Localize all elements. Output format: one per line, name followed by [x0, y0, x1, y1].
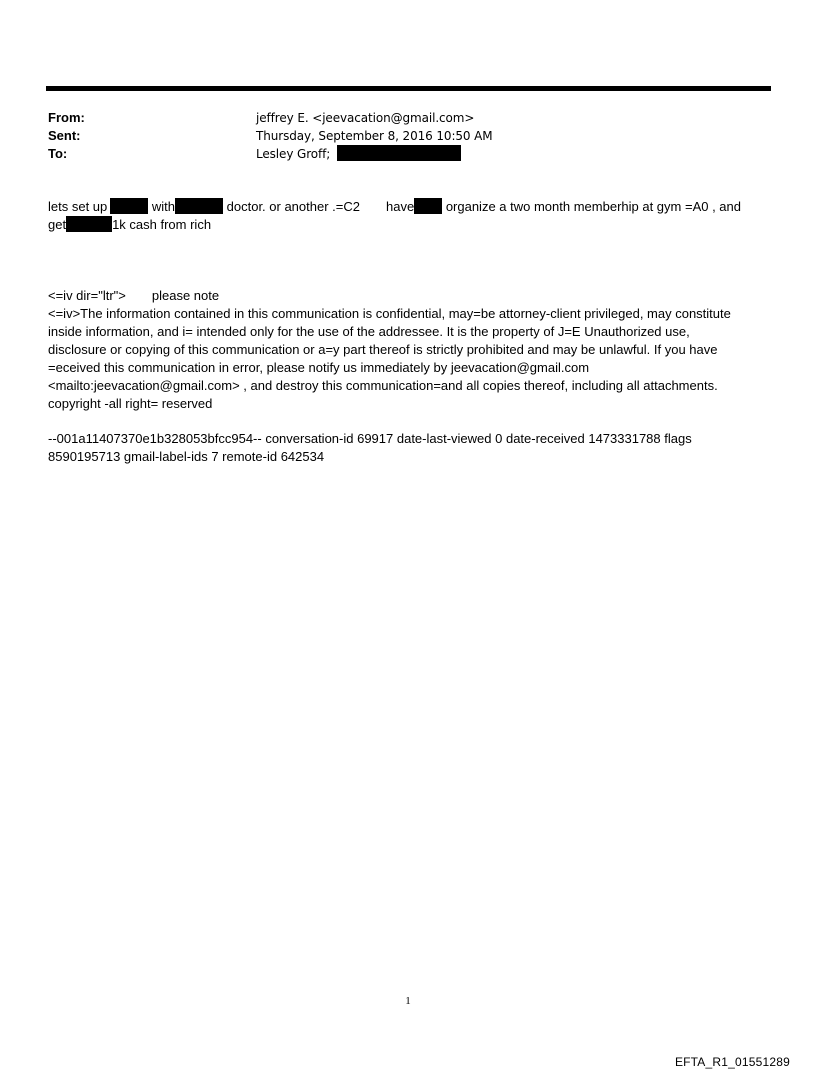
- disclaimer-text: please note: [151, 288, 220, 303]
- message-line-2: [48, 216, 772, 234]
- redaction-box: [337, 145, 461, 161]
- message-text: 1k cash from rich: [112, 217, 212, 232]
- message-body: [48, 198, 772, 234]
- message-text: doctor. or another .=C2: [226, 199, 360, 214]
- to-value: Lesley Groff;: [256, 147, 331, 161]
- sent-row: [48, 127, 768, 145]
- redaction-box: [110, 198, 148, 214]
- metadata-block: [48, 430, 772, 466]
- disclaimer-line: disclosure or copying of this communication or a=y part thereof is strictly prohibited and may be unlawful. If you have: [48, 342, 718, 357]
- to-row: [48, 145, 768, 163]
- header-rule: [46, 86, 771, 91]
- bates-number: EFTA_R1_01551289: [674, 1055, 790, 1069]
- message-text: organize a two month memberhip at gym =A0 , and: [445, 199, 741, 214]
- to-label: To:: [48, 146, 68, 161]
- from-row: [48, 109, 768, 127]
- to-value-wrap: [256, 145, 461, 163]
- disclaimer-line: =eceived this communication in error, please notify us immediately by jeevacation@gmail.com: [48, 360, 590, 375]
- disclaimer-line: <=iv>The information contained in this communication is confidential, may=be attorney-client privileged, may constitute: [48, 306, 731, 321]
- redaction-box: [175, 198, 223, 214]
- disclaimer-block: [48, 287, 772, 413]
- disclaimer-line: copyright -all right= reserved: [48, 396, 213, 411]
- message-text: have: [385, 199, 415, 214]
- redaction-box: [66, 216, 112, 232]
- email-header: [48, 109, 768, 163]
- metadata-line: 8590195713 gmail-label-ids 7 remote-id 642534: [48, 449, 325, 464]
- message-text: lets set up: [48, 199, 108, 214]
- metadata-line: --001a11407370e1b328053bfcc954-- conversation-id 69917 date-last-viewed 0 date-received 1473331788 flags: [48, 431, 692, 446]
- sent-value: Thursday, September 8, 2016 10:50 AM: [256, 129, 493, 143]
- from-label: From:: [48, 110, 85, 125]
- page-number: 1: [405, 995, 411, 1007]
- redaction-box: [414, 198, 442, 214]
- disclaimer-line: inside information, and i= intended only for the use of the addressee. It is the property of J=E Unauthorized use,: [48, 324, 690, 339]
- disclaimer-text: <=iv dir="ltr">: [48, 288, 126, 303]
- disclaimer-line: <mailto:jeevacation@gmail.com> , and destroy this communication=and all copies thereof, including all attachments.: [48, 378, 718, 393]
- from-value: jeffrey E. <jeevacation@gmail.com>: [256, 111, 475, 125]
- sent-label: Sent:: [48, 128, 81, 143]
- message-line-1: [48, 198, 772, 216]
- message-text: get: [48, 217, 67, 232]
- message-text: with: [151, 199, 176, 214]
- disclaimer-line: [48, 287, 772, 305]
